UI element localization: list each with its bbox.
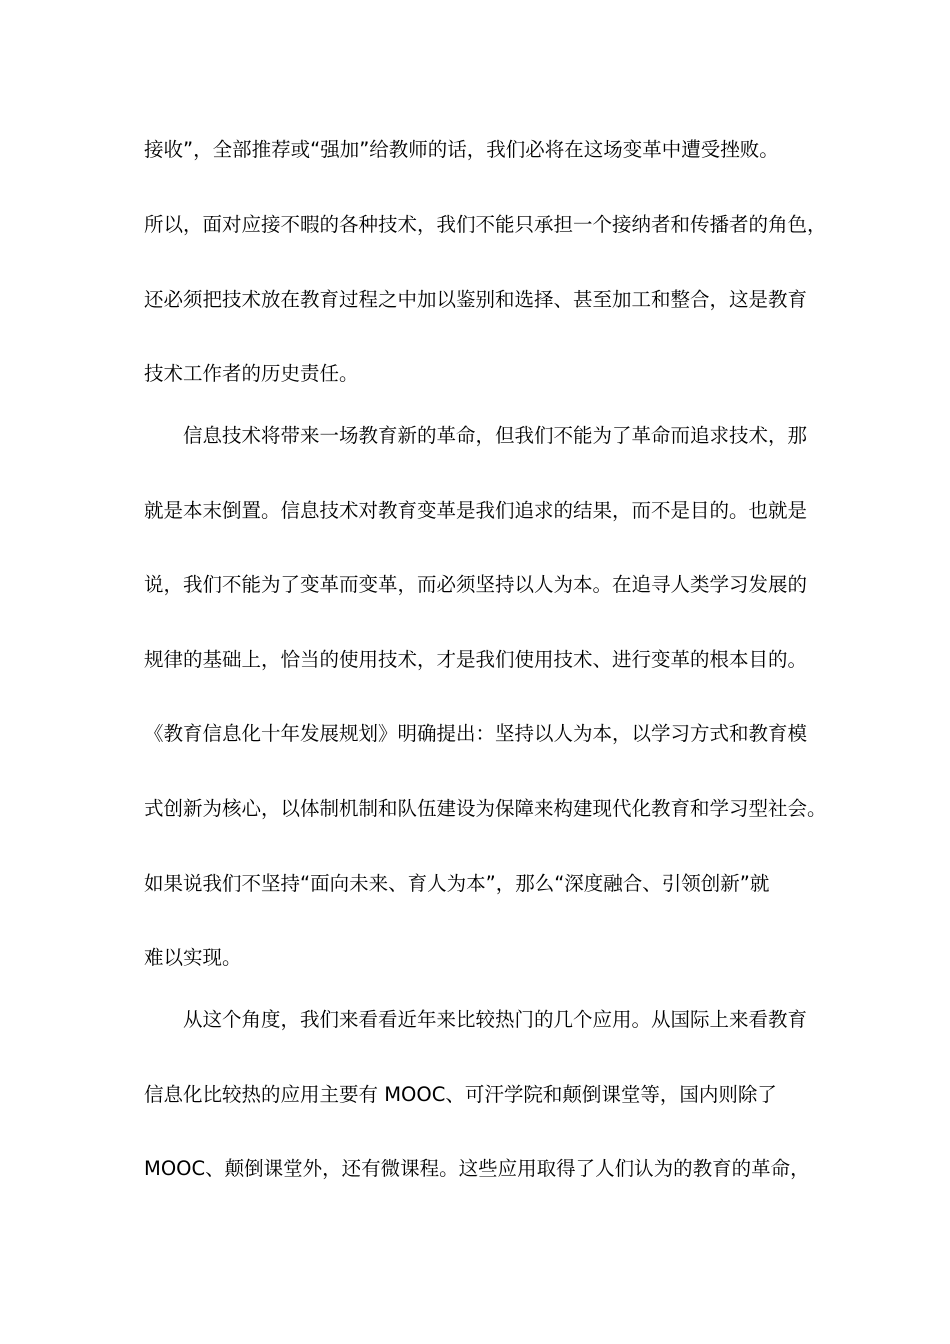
text-line: 技术工作者的历史责任。 — [144, 362, 359, 385]
text-line: 式创新为核心，以体制机制和队伍建设为保障来构建现代化教育和学习型社会。 — [144, 797, 827, 820]
text-line: MOOC、颠倒课堂外，还有微课程。这些应用取得了人们认为的教育的革命， — [144, 1157, 810, 1180]
paragraph-first-line: 信息技术将带来一场教育新的革命，但我们不能为了革命而追求技术，那 — [183, 424, 808, 447]
text-line: 接收”，全部推荐或“强加”给教师的话，我们必将在这场变革中遭受挫败。 — [144, 138, 779, 161]
text-line: 如果说我们不坚持“面向未来、育人为本”，那么“深度融合、引领创新”就 — [144, 872, 770, 895]
text-line: 说，我们不能为了变革而变革，而必须坚持以人为本。在追寻人类学习发展的 — [144, 573, 808, 596]
text-line: 信息化比较热的应用主要有 MOOC、可汗学院和颠倒课堂等，国内则除了 — [144, 1083, 777, 1106]
text-line: 还必须把技术放在教育过程之中加以鉴别和选择、甚至加工和整合，这是教育 — [144, 288, 808, 311]
text-line: 就是本末倒置。信息技术对教育变革是我们追求的结果，而不是目的。也就是 — [144, 499, 808, 522]
paragraph-first-line: 从这个角度，我们来看看近年来比较热门的几个应用。从国际上来看教育 — [183, 1008, 808, 1031]
text-line: 《教育信息化十年发展规划》明确提出：坚持以人为本，以学习方式和教育模 — [144, 722, 808, 745]
text-line: 难以实现。 — [144, 946, 242, 969]
text-line: 规律的基础上，恰当的使用技术，才是我们使用技术、进行变革的根本目的。 — [144, 648, 808, 671]
text-line: 所以，面对应接不暇的各种技术，我们不能只承担一个接纳者和传播者的角色， — [144, 213, 827, 236]
